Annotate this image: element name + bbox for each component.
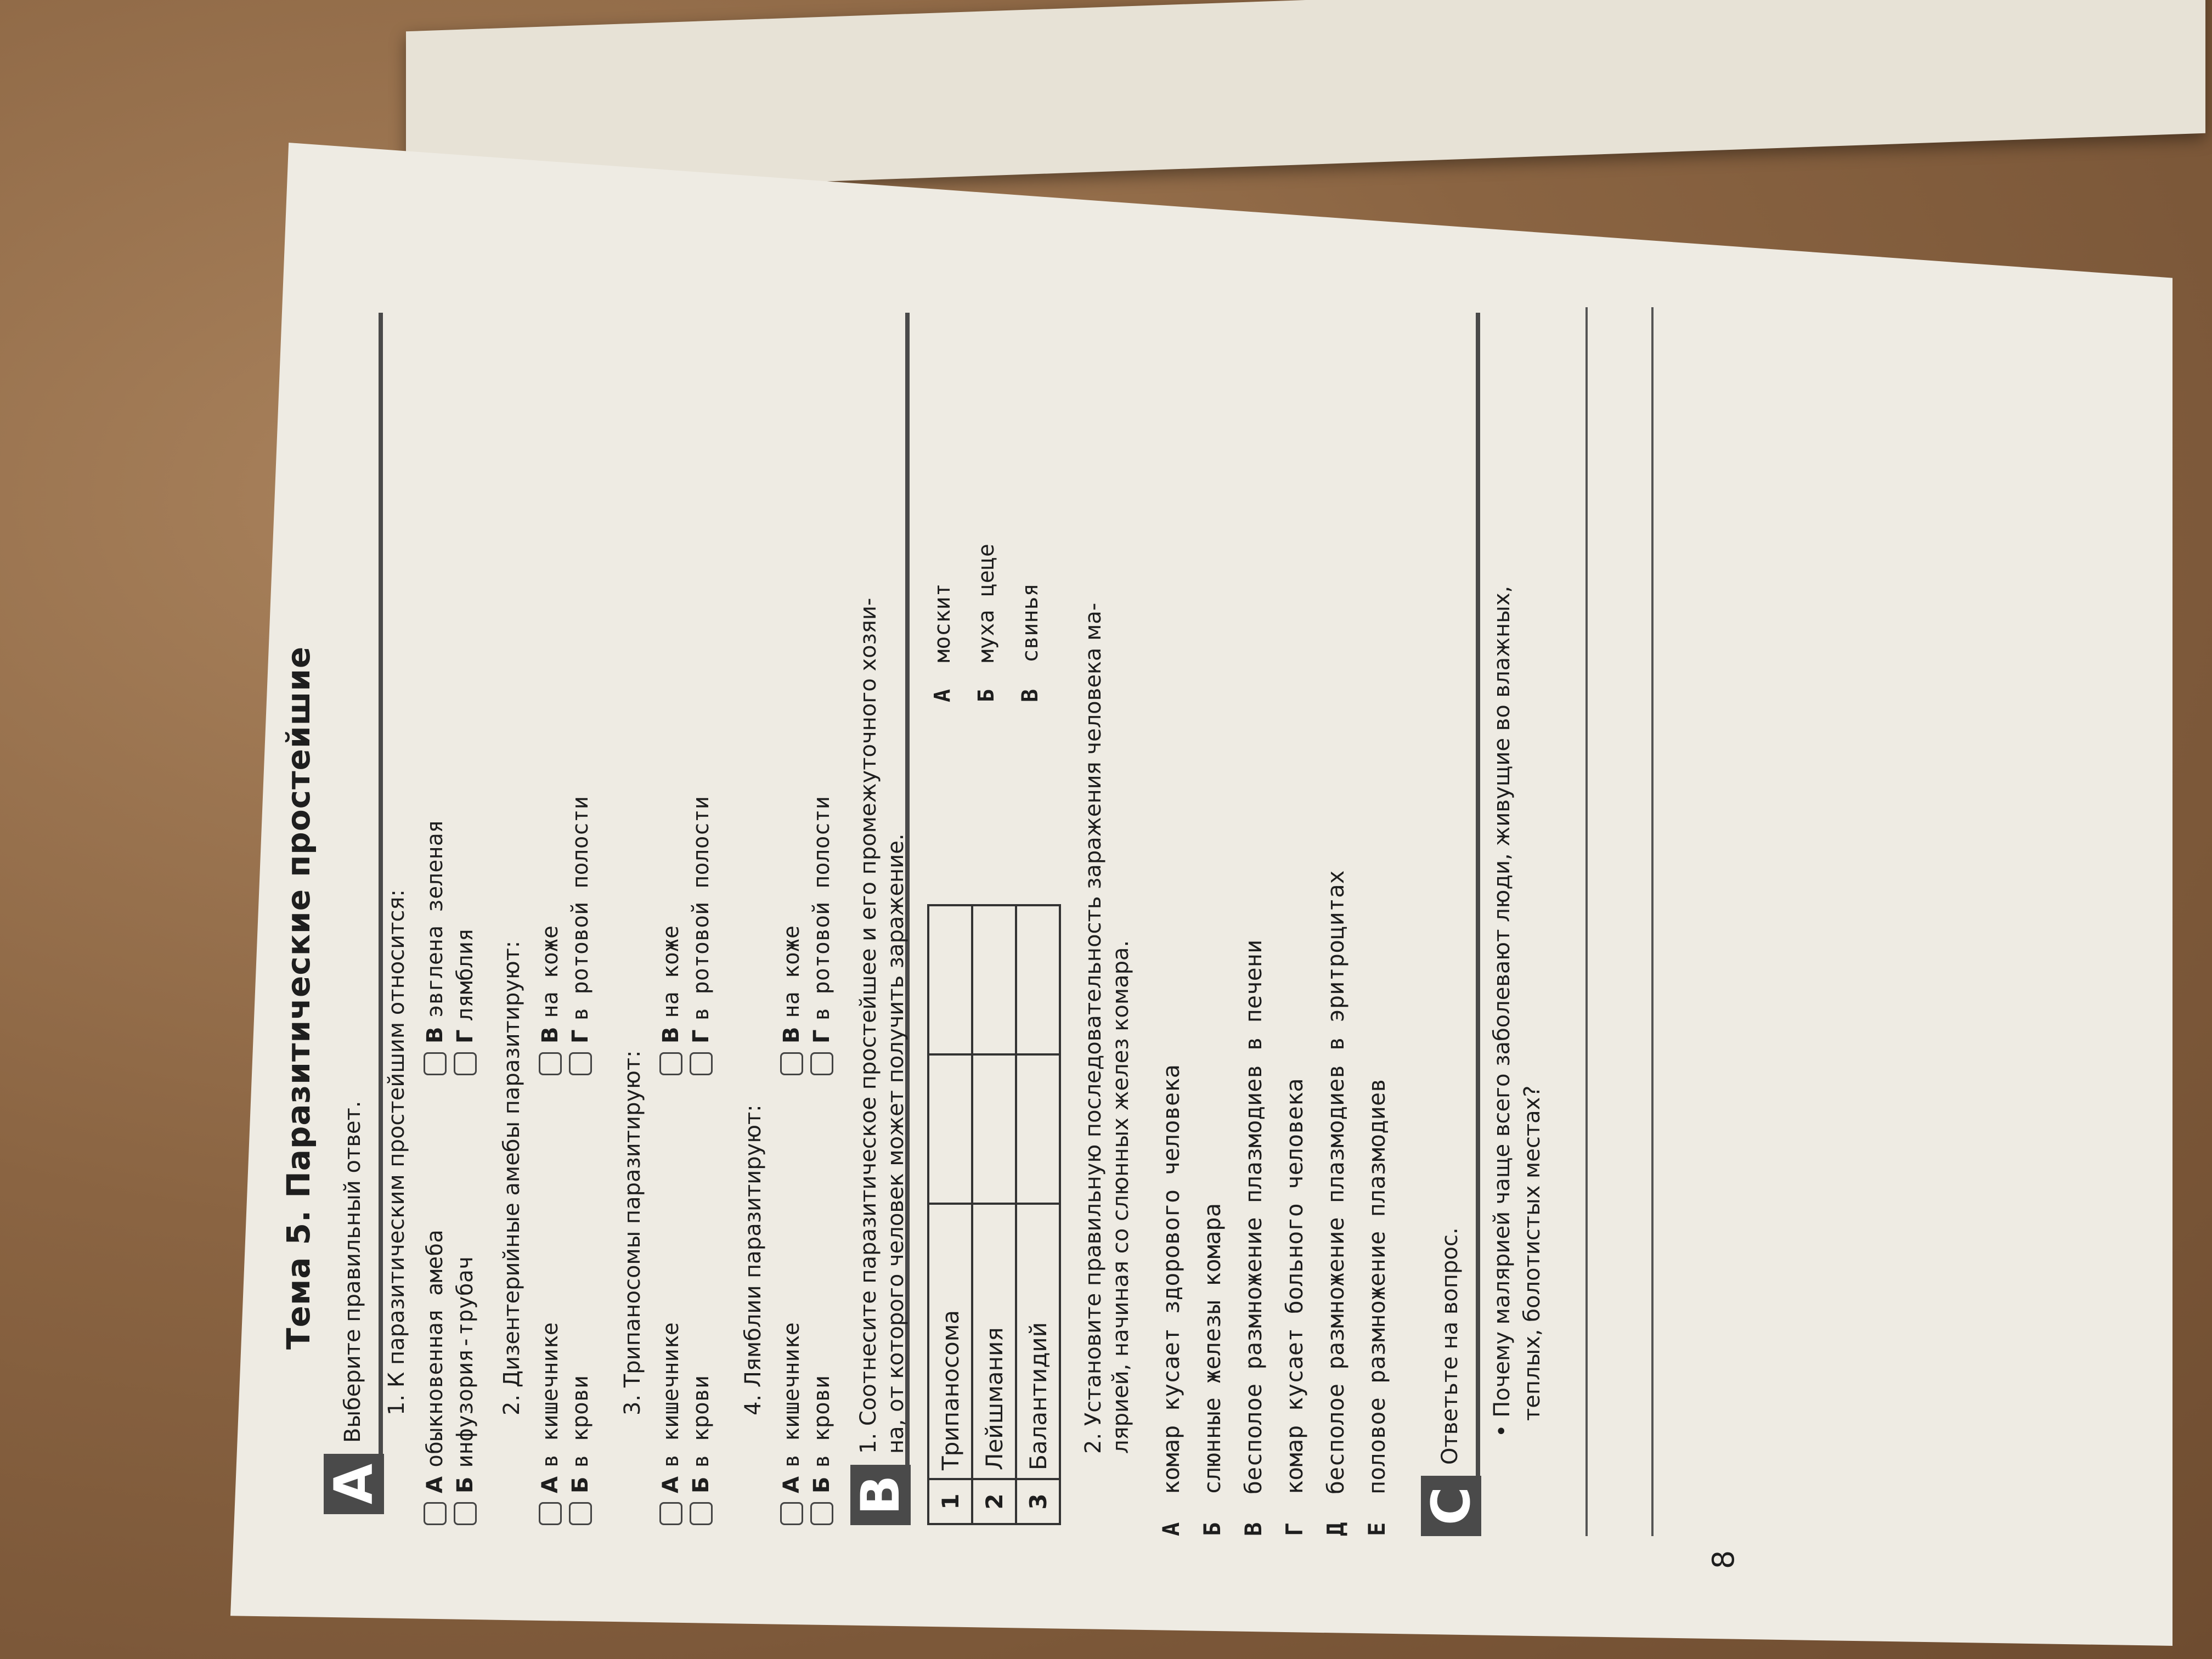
checkbox[interactable] xyxy=(424,1502,447,1525)
answer-line[interactable] xyxy=(1651,307,1654,1536)
sequence-step-d: Д бесполое размножение плазмодиев в эритроцитах xyxy=(1322,870,1349,1536)
option-a1-b[interactable]: Б инфузория-трубач xyxy=(453,1256,478,1525)
option-a1-g[interactable]: Г лямблия xyxy=(453,928,478,1075)
option-a2-v[interactable]: В на коже xyxy=(538,926,563,1075)
section-c-heading: Ответьте на вопрос. xyxy=(1437,1227,1463,1465)
organism-name: Трипаносома xyxy=(928,1204,972,1479)
sequence-step-v: В бесполое размножение плазмодиев в печени xyxy=(1240,939,1267,1536)
sequence-step-b: Б слюнные железы комара xyxy=(1199,1203,1226,1536)
answer-cell[interactable] xyxy=(972,905,1016,1054)
checkbox[interactable] xyxy=(659,1502,682,1525)
answer-line[interactable] xyxy=(1585,307,1588,1536)
worksheet-content xyxy=(258,44,1904,1569)
question-a4: 4. Лямблии паразитируют: xyxy=(741,1104,766,1415)
checkbox[interactable] xyxy=(780,1052,803,1075)
question-b2-line2: лярией, начиная со слюнных желез комара. xyxy=(1108,940,1133,1454)
checkbox[interactable] xyxy=(454,1502,477,1525)
question-c-line2: теплых, болотистых местах? xyxy=(1520,1085,1545,1421)
question-a3: 3. Трипаносомы паразитируют: xyxy=(620,1050,645,1415)
question-a2: 2. Дизентерийные амебы паразитируют: xyxy=(499,940,524,1415)
answer-cell[interactable] xyxy=(928,1054,972,1204)
topic-title: Тема 5. Паразитические простейшие xyxy=(280,646,317,1350)
section-c-badge: C xyxy=(1421,1476,1481,1536)
option-a3-v[interactable]: В на коже xyxy=(658,926,684,1075)
answer-cell[interactable] xyxy=(1016,1054,1060,1204)
question-b1-line1: 1. Соотнесите паразитическое простейшее и его промежуточного хозяи- xyxy=(856,597,881,1454)
checkbox[interactable] xyxy=(539,1502,562,1525)
option-a1-v[interactable]: В эвглена зеленая xyxy=(422,820,448,1075)
host-option-v: В свинья xyxy=(1018,583,1043,702)
table-row xyxy=(928,905,972,1524)
option-a2-a[interactable]: А в кишечнике xyxy=(538,1322,563,1525)
option-a4-a[interactable]: А в кишечнике xyxy=(779,1322,804,1525)
organism-name: Лейшмания xyxy=(972,1204,1016,1479)
checkbox[interactable] xyxy=(659,1052,682,1075)
host-option-b: Б муха цеце xyxy=(974,543,999,702)
question-a1: 1. К паразитическим простейшим относится: xyxy=(384,889,409,1415)
checkbox[interactable] xyxy=(810,1502,833,1525)
option-a4-v[interactable]: В на коже xyxy=(779,926,804,1075)
option-a4-g[interactable]: Г в ротовой полости xyxy=(809,796,834,1075)
option-a3-a[interactable]: А в кишечнике xyxy=(658,1322,684,1525)
section-b-badge: B xyxy=(850,1465,911,1525)
checkbox[interactable] xyxy=(454,1052,477,1075)
answer-cell[interactable] xyxy=(972,1054,1016,1204)
checkbox[interactable] xyxy=(569,1052,592,1075)
host-option-a: А москит xyxy=(930,583,955,702)
question-c-line1: • Почему малярией чаще всего заболевают люди, живущие во влажных, xyxy=(1489,585,1515,1437)
option-a2-g[interactable]: Г в ротовой полости xyxy=(568,796,593,1075)
checkbox[interactable] xyxy=(810,1052,833,1075)
sequence-step-a: А комар кусает здорового человека xyxy=(1158,1064,1184,1536)
table-row xyxy=(972,905,1016,1524)
checkbox[interactable] xyxy=(569,1502,592,1525)
sequence-step-e: Е половое размножение плазмодиев xyxy=(1363,1078,1390,1536)
checkbox[interactable] xyxy=(424,1052,447,1075)
sequence-step-g: Г комар кусает больного человека xyxy=(1281,1078,1308,1536)
option-a3-g[interactable]: Г в ротовой полости xyxy=(689,796,714,1075)
checkbox[interactable] xyxy=(690,1502,713,1525)
option-a2-b[interactable]: Б в крови xyxy=(568,1375,593,1525)
question-b1-line2: на, от которого человек может получить заражение. xyxy=(883,833,909,1454)
answer-cell[interactable] xyxy=(928,905,972,1054)
table-row xyxy=(1016,905,1060,1524)
checkbox[interactable] xyxy=(690,1052,713,1075)
section-a-rule xyxy=(379,313,383,1454)
row-number: 1 xyxy=(928,1479,972,1524)
matching-table xyxy=(927,904,1061,1525)
option-a4-b[interactable]: Б в крови xyxy=(809,1375,834,1525)
checkbox[interactable] xyxy=(539,1052,562,1075)
section-c-rule xyxy=(1476,313,1480,1476)
answer-cell[interactable] xyxy=(1016,905,1060,1054)
section-a-badge: A xyxy=(324,1454,384,1514)
section-a-heading: Выберите правильный ответ. xyxy=(340,1101,365,1443)
option-a1-a[interactable]: А обыкновенная амеба xyxy=(422,1230,448,1525)
page-number: 8 xyxy=(1706,1550,1741,1569)
row-number: 3 xyxy=(1016,1479,1060,1524)
row-number: 2 xyxy=(972,1479,1016,1524)
organism-name: Балантидий xyxy=(1016,1204,1060,1479)
checkbox[interactable] xyxy=(780,1502,803,1525)
question-b2-line1: 2. Установите правильную последовательность заражения человека ма- xyxy=(1081,602,1106,1454)
option-a3-b[interactable]: Б в крови xyxy=(689,1375,714,1525)
